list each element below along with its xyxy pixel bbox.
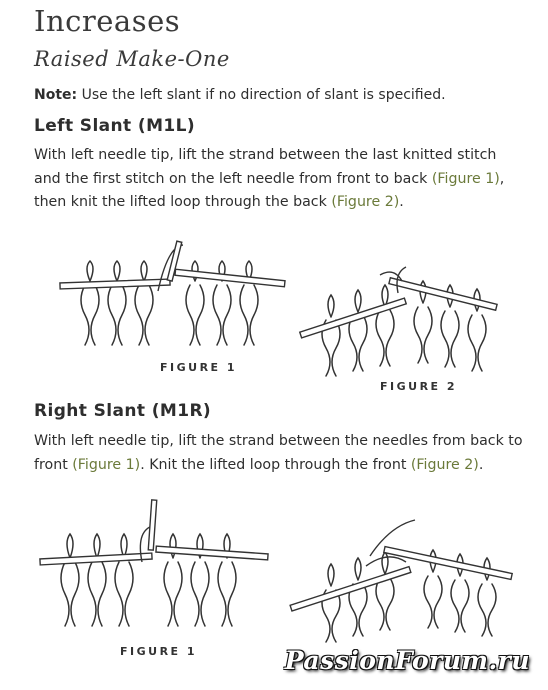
right-slant-figure-2-ref: (Figure 2) <box>410 456 479 473</box>
left-slant-instructions <box>34 144 524 215</box>
right-slant-figure-1-ref: (Figure 1) <box>72 456 141 473</box>
left-slant-heading: Left Slant (M1L) <box>34 116 196 136</box>
left-slant-figure-1-illustration <box>60 245 290 360</box>
left-slant-figure-1-label: FIGURE 1 <box>160 361 238 374</box>
right-slant-text-1: With left needle tip, lift the strand between the needles from back to front <box>34 433 523 473</box>
right-slant-figure-1-illustration <box>40 500 270 640</box>
left-slant-text-3: . <box>399 194 404 210</box>
left-needle <box>60 279 170 289</box>
needle-tip <box>148 500 156 550</box>
page-title: Increases <box>34 4 181 38</box>
right-slant-figure-2-illustration <box>288 520 520 645</box>
knit-fabric <box>322 550 496 642</box>
right-slant-instructions <box>34 430 524 477</box>
right-needle <box>389 278 497 310</box>
right-needle <box>175 269 285 286</box>
left-slant-figure-1-ref: (Figure 1) <box>431 170 500 187</box>
right-slant-text-3: . <box>478 456 484 473</box>
right-slant-text-2: . Knit the lifted loop through the front <box>140 456 411 473</box>
note-label: Note: <box>34 87 78 103</box>
note <box>34 87 446 103</box>
left-slant-figure-2-ref: (Figure 2) <box>331 194 400 210</box>
left-slant-text-2: , then knit the lifted loop through the back <box>34 170 505 210</box>
watermark: PassionForum.ru <box>284 646 530 675</box>
right-slant-heading: Right Slant (M1R) <box>34 401 212 421</box>
note-text: Use the left slant if no direction of slant is specified. <box>77 87 446 103</box>
section-subtitle: Raised Make-One <box>34 47 230 71</box>
left-slant-text-1: With left needle tip, lift the strand between the last knitted stitch and the first stitch on the left needle from front to back <box>34 147 497 187</box>
left-slant-figure-2-label: FIGURE 2 <box>380 380 458 393</box>
left-needle <box>300 298 406 338</box>
right-slant-figure-1-label: FIGURE 1 <box>120 645 198 658</box>
left-slant-figure-2-illustration <box>298 265 503 380</box>
working-yarn <box>366 520 415 566</box>
